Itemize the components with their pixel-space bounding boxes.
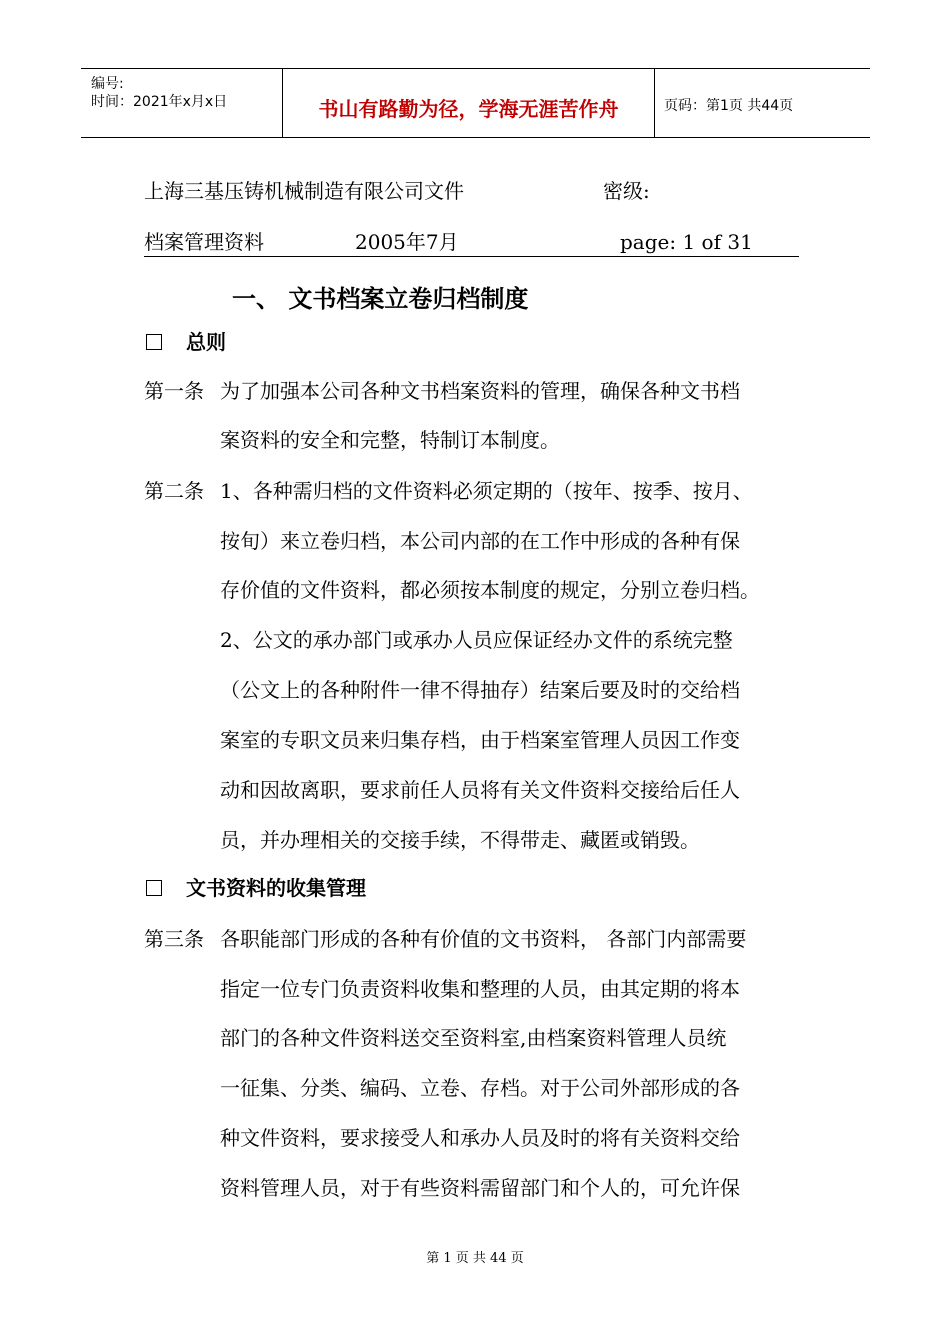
- company-name: 上海三基压铸机械制造有限公司文件: [144, 179, 464, 203]
- header-left-cell: [81, 69, 281, 137]
- section-heading-text: 文书资料的收集管理: [186, 876, 366, 900]
- article-text-line: 1、各种需归档的文件资料必须定期的（按年、按季、按月、: [220, 479, 753, 503]
- page-footer: 第 1 页 共 44 页: [426, 1251, 524, 1266]
- document-meta-row: [144, 228, 799, 257]
- article-text-line: 存价值的文件资料，都必须按本制度的规定，分别立卷归档。: [220, 578, 760, 602]
- article-text-line: 指定一位专门负责资料收集和整理的人员，由其定期的将本: [220, 977, 740, 1001]
- document-time-label: 时间：2021年x月x日: [91, 94, 228, 110]
- article-text-line: 资料管理人员，对于有些资料需留部门和个人的，可允许保: [220, 1176, 740, 1200]
- article-text-line: 种文件资料，要求接受人和承办人员及时的将有关资料交给: [220, 1126, 740, 1150]
- article-text-line: 动和因故离职，要求前任人员将有关文件资料交接给后任人: [220, 778, 740, 802]
- header-page-info: 页码：第1页 共44页: [664, 98, 794, 114]
- section-heading-collection: [146, 874, 366, 902]
- section-heading-text: 总则: [186, 330, 226, 354]
- document-page-ref: page: 1 of 31: [620, 230, 753, 254]
- article-text-line: 2、公文的承办部门或承办人员应保证经办文件的系统完整: [220, 628, 733, 652]
- header-motto: 书山有路勤为径，学海无涯苦作舟: [318, 97, 619, 121]
- checkbox-icon: [146, 880, 162, 896]
- article-label: 第一条: [144, 379, 204, 403]
- header-page-cell: [654, 69, 870, 137]
- page-header-table: [81, 68, 870, 138]
- article-text-line: 案资料的安全和完整，特制订本制度。: [220, 428, 560, 452]
- article-text-line: 一征集、分类、编码、立卷、存档。对于公司外部形成的各: [220, 1076, 740, 1100]
- article-text-line: 案室的专职文员来归集存档，由于档案室管理人员因工作变: [220, 728, 740, 752]
- article-label: 第二条: [144, 479, 204, 503]
- secret-level-label: 密级:: [603, 179, 650, 203]
- document-title: 一、 文书档案立卷归档制度: [232, 285, 529, 313]
- article-text-line: 各职能部门形成的各种有价值的文书资料， 各部门内部需要: [220, 927, 747, 951]
- document-number-label: 编号:: [91, 76, 124, 92]
- document-type: 档案管理资料: [144, 230, 264, 254]
- checkbox-icon: [146, 334, 162, 350]
- article-label: 第三条: [144, 927, 204, 951]
- article-text-line: 员，并办理相关的交接手续，不得带走、藏匿或销毁。: [220, 828, 700, 852]
- article-text-line: 为了加强本公司各种文书档案资料的管理，确保各种文书档: [220, 379, 740, 403]
- article-text-line: 部门的各种文件资料送交至资料室,由档案资料管理人员统: [220, 1026, 727, 1050]
- document-date: 2005年7月: [355, 230, 459, 254]
- header-motto-cell: [282, 69, 655, 137]
- article-text-line: 按旬）来立卷归档，本公司内部的在工作中形成的各种有保: [220, 529, 740, 553]
- section-heading-general: [146, 328, 226, 356]
- article-text-line: （公文上的各种附件一律不得抽存）结案后要及时的交给档: [220, 678, 740, 702]
